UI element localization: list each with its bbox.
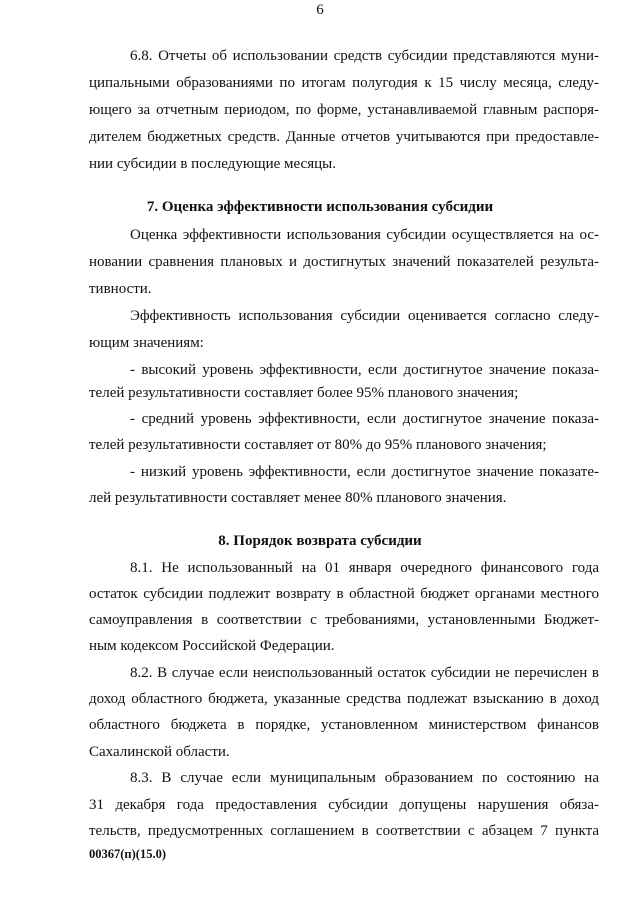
para-6-8-line-5: нии субсидии в последующие месяцы. — [89, 156, 336, 172]
para-6-8-line-1: 6.8. Отчеты об использовании средств субсидии представляются муни- — [130, 48, 599, 64]
para-7-1-line-2: новании сравнения плановых и достигнутых значений показателей результа- — [89, 254, 599, 270]
para-8-1-line-3: самоуправления в соответствии с требованиями, установленными Бюджет- — [89, 612, 599, 628]
para-8-3-line-2: 31 декабря года предоставления субсидии допущены нарушения обяза- — [89, 797, 599, 813]
para-8-2-line-2: доход областного бюджета, указанные средства подлежат взысканию в доход — [89, 691, 599, 707]
bullet-low-line-2: лей результативности составляет менее 80% планового значения. — [89, 490, 507, 506]
section-7-title: 7. Оценка эффективности использования субсидии — [146, 199, 494, 215]
bullet-mid-line-2: телей результативности составляет от 80% до 95% планового значения; — [89, 437, 547, 453]
para-8-3-line-3: тельств, предусмотренных соглашением в соответствии с абзацем 7 пункта — [89, 823, 599, 839]
para-7-2-line-2: ющим значениям: — [89, 335, 204, 351]
para-8-2-line-4: Сахалинской области. — [89, 744, 230, 760]
section-8-title: 8. Порядок возврата субсидии — [218, 533, 422, 549]
para-6-8-line-4: дителем бюджетных средств. Данные отчетов учитываются при предоставле- — [89, 129, 599, 145]
para-6-8-line-2: ципальными образованиями по итогам полугодия к 15 числу месяца, следу- — [89, 75, 599, 91]
para-8-1-line-4: ным кодексом Российской Федерации. — [89, 638, 335, 654]
page-number: 6 — [316, 2, 324, 18]
para-8-2-line-1: 8.2. В случае если неиспользованный остаток субсидии не перечислен в — [130, 665, 599, 681]
bullet-high-line-1: - высокий уровень эффективности, если достигнутое значение показа- — [130, 362, 599, 378]
para-8-3-line-1: 8.3. В случае если муниципальным образованием по состоянию на — [130, 770, 599, 786]
para-8-2-line-3: областного бюджета в порядке, установленном министерством финансов — [89, 717, 599, 733]
para-7-2-line-1: Эффективность использования субсидии оценивается согласно следу- — [130, 308, 599, 324]
bullet-mid-line-1: - средний уровень эффективности, если достигнутое значение показа- — [130, 411, 599, 427]
bullet-high-line-2: телей результативности составляет более 95% планового значения; — [89, 385, 519, 401]
bullet-low-line-1: - низкий уровень эффективности, если достигнутое значение показате- — [130, 464, 599, 480]
para-7-1-line-1: Оценка эффективности использования субсидии осуществляется на ос- — [130, 227, 599, 243]
para-8-1-line-1: 8.1. Не использованный на 01 января очередного финансового года — [130, 560, 599, 576]
para-8-1-line-2: остаток субсидии подлежит возврату в областной бюджет органами местного — [89, 586, 599, 602]
footer-document-code: 00367(п)(15.0) — [89, 847, 166, 861]
para-7-1-line-3: тивности. — [89, 281, 152, 297]
para-6-8-line-3: ющего за отчетным периодом, по форме, устанавливаемой главным распоря- — [89, 102, 599, 118]
